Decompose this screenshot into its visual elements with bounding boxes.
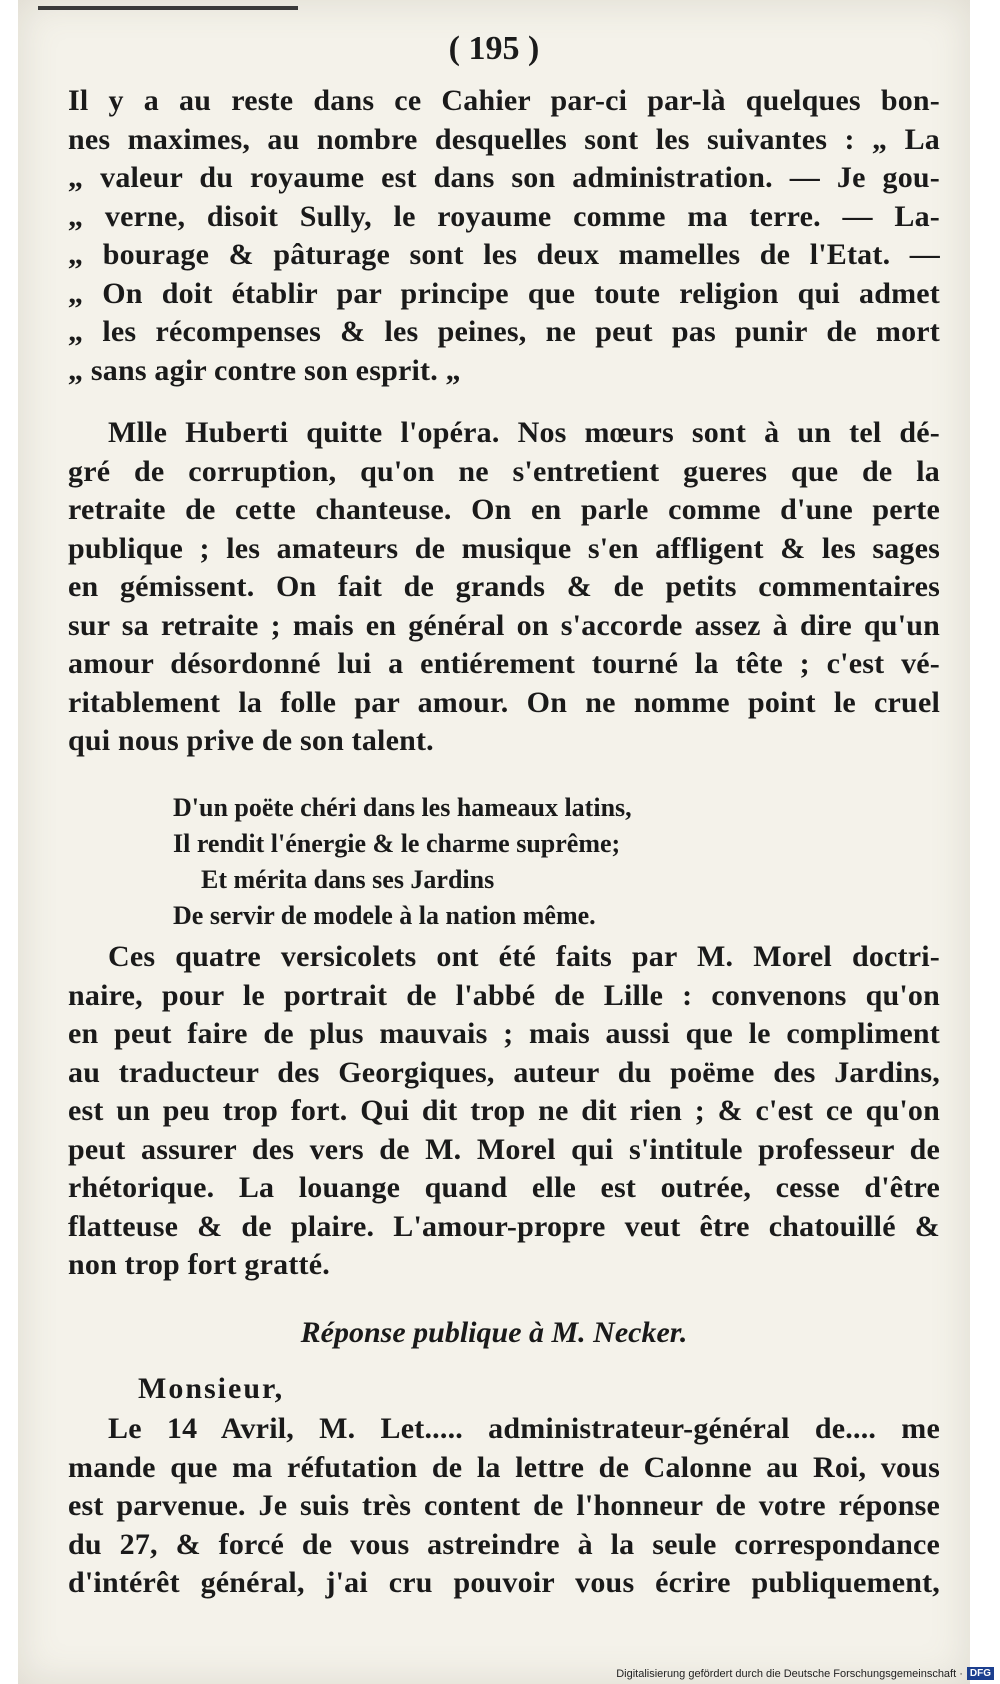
text-line: retraite de cette chanteuse. On en parle comme d'une perte [68, 493, 940, 526]
book-page [18, 0, 970, 1684]
text-line: non trop fort gratté. [68, 1248, 330, 1281]
text-line: d'intérêt général, j'ai cru pouvoir vous écrire publiquement, [68, 1566, 940, 1599]
salutation: Monsieur, [138, 1372, 285, 1405]
page-number: ( 195 ) [448, 30, 540, 67]
paragraph-morel [68, 938, 940, 1285]
text-line: est un peu trop fort. Qui dit trop ne dit rien ; & c'est ce qu'on [68, 1094, 940, 1127]
verse-line: Il rendit l'énergie & le charme suprême; [173, 829, 621, 858]
dfg-logo-icon: DFG [967, 1667, 994, 1680]
digitization-footer [616, 1667, 994, 1680]
text-line: flatteuse & de plaire. L'amour-propre veut être chatouillé & [68, 1209, 940, 1243]
text-line: Le 14 Avril, M. Let..... administrateur-général de.... me [108, 1412, 940, 1445]
text-line: „ verne, disoit Sully, le royaume comme ma terre. — La- [68, 199, 940, 233]
paragraph-maxims [68, 82, 940, 390]
text-line: Mlle Huberti quitte l'opéra. Nos mœurs sont à un tel dé- [108, 416, 940, 449]
text-line: peut assurer des vers de M. Morel qui s'intitule professeur de [68, 1132, 940, 1166]
text-line: nes maximes, au nombre desquelles sont les suivantes : „ La [68, 122, 940, 156]
text-line: „ les récompenses & les peines, ne peut pas punir de mort [68, 315, 940, 348]
text-line: „ sans agir contre son esprit. „ [68, 353, 461, 387]
text-line: ritablement la folle par amour. On ne nomme point le cruel [68, 685, 940, 719]
section-heading: Réponse publique à M. Necker. [300, 1316, 688, 1349]
text-line: en peut faire de plus mauvais ; mais aussi que le compliment [68, 1017, 940, 1050]
text-line: en gémissent. On fait de grands & de petits commentaires [68, 570, 940, 603]
verse-line: Et mérita dans ses Jardins [201, 865, 495, 894]
text-line: au traducteur des Georgiques, auteur du poëme des Jardins, [68, 1055, 940, 1089]
verse-block [173, 790, 632, 934]
verse-line: De servir de modele à la nation même. [173, 901, 596, 930]
text-line: „ valeur du royaume est dans son administration. — Je gou- [68, 161, 940, 194]
text-line: „ bourage & pâturage sont les deux mamelles de l'Etat. — [68, 238, 940, 271]
text-line: rhétorique. La louange quand elle est outrée, cesse d'être [68, 1171, 940, 1204]
paragraph-letter [68, 1410, 940, 1603]
text-line: Il y a au reste dans ce Cahier par-ci par-là quelques bon- [68, 84, 940, 117]
paragraph-huberti [68, 414, 940, 761]
text-line: du 27, & forcé de vous astreindre à la seule correspondance [68, 1527, 940, 1561]
footer-text: Digitalisierung gefördert durch die Deutsche Forschungsgemeinschaft · [616, 1667, 963, 1680]
text-line: amour désordonné lui a entiérement tourné la tête ; c'est vé- [68, 647, 940, 680]
text-line: gré de corruption, qu'on ne s'entretient gueres que de la [68, 454, 940, 488]
text-line: est parvenue. Je suis très content de l'honneur de votre réponse [68, 1489, 940, 1522]
text-line: „ On doit établir par principe que toute religion qui admet [68, 276, 940, 310]
text-line: qui nous prive de son talent. [68, 724, 434, 757]
verse-line: D'un poëte chéri dans les hameaux latins, [173, 793, 632, 822]
text-line: sur sa retraite ; mais en général on s'accorde assez à dire qu'un [68, 608, 940, 642]
text-line: publique ; les amateurs de musique s'en affligent & les sages [68, 531, 940, 565]
text-line: mande que ma réfutation de la lettre de Calonne au Roi, vous [68, 1450, 940, 1484]
page-top-edge [38, 6, 298, 10]
text-line: naire, pour le portrait de l'abbé de Lille : convenons qu'on [68, 978, 940, 1012]
text-line: Ces quatre versicolets ont été faits par M. Morel doctri- [108, 940, 940, 973]
